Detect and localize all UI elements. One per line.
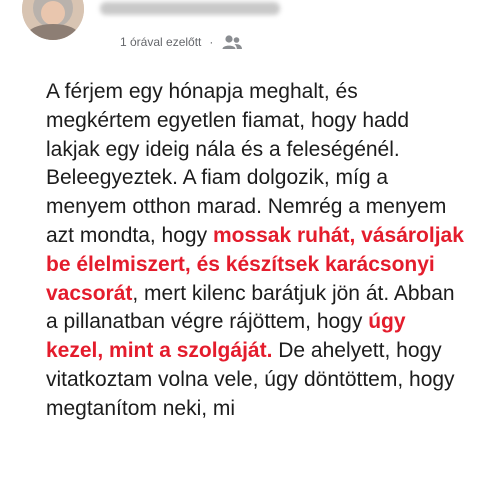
- post-timestamp[interactable]: 1 órával ezelőtt: [120, 35, 202, 49]
- post-text-highlight: úgy kezel, mint a szolgáját.: [46, 310, 406, 363]
- avatar[interactable]: [22, 0, 84, 40]
- meta-separator: ·: [209, 35, 214, 49]
- post-text-segment: De ahelyett, hogy vitatkoztam volna vele, úgy döntöttem, hogy megtanítom neki, mi: [46, 339, 455, 420]
- post-header: [0, 0, 480, 60]
- group-icon[interactable]: [221, 34, 243, 50]
- post-text-segment: , mert kilenc barátjuk jön át. Abban a pillanatban végre rájöttem, hogy: [46, 281, 455, 334]
- post-text-highlight: mossak ruhát, vásároljak be élelmiszert, és készítsek karácsonyi vacsorát: [46, 223, 464, 305]
- post-text: [46, 78, 466, 424]
- avatar-photo: [22, 0, 84, 40]
- author-name[interactable]: [100, 2, 280, 15]
- post-text-segment: A férjem egy hónapja meghalt, és megkértem egyetlen fiamat, hogy hadd lakjak egy ideig nála és a feleségénél. Beleegyeztek. A fiam dolgozik, míg a menyem otthon marad. Nemrég a menyem azt mondta, hogy: [46, 80, 447, 247]
- post-meta: [120, 34, 243, 50]
